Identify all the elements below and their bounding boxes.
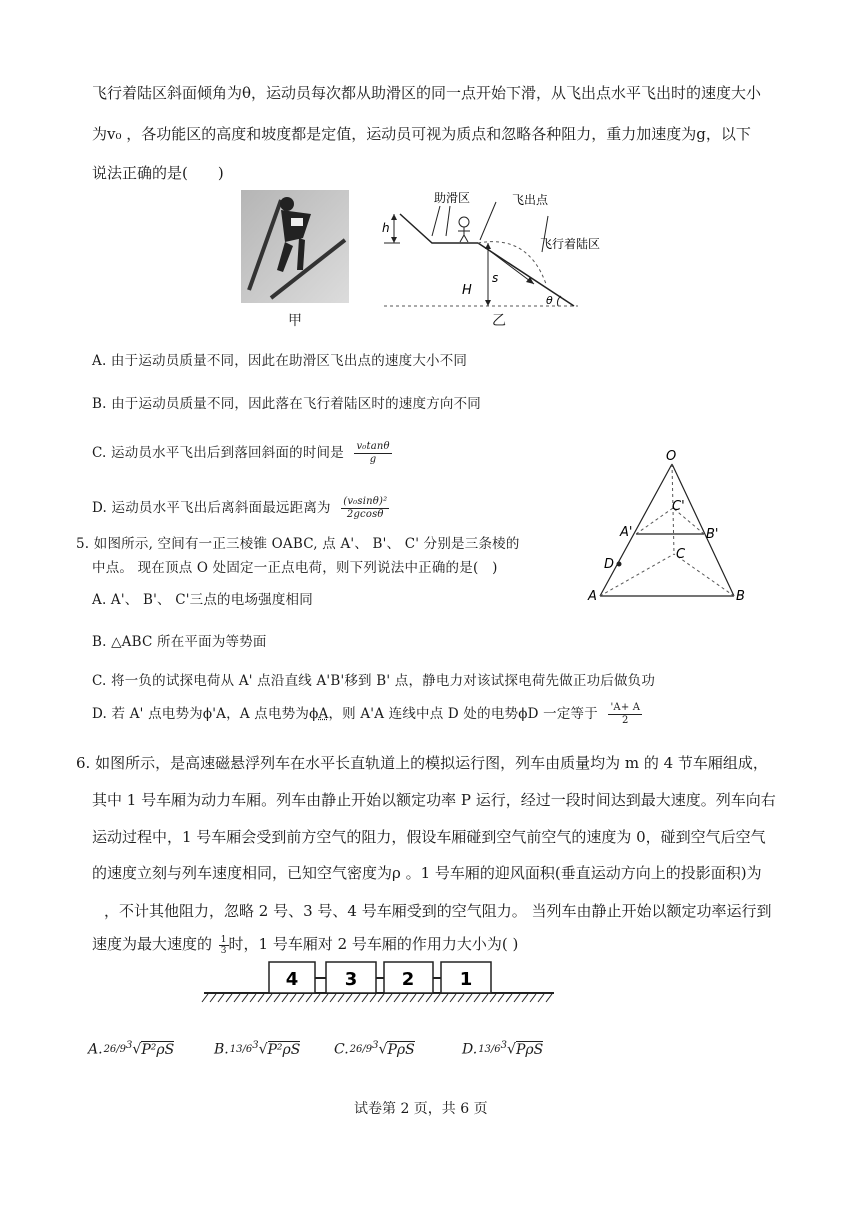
ski-jump-diagram (378, 186, 638, 316)
ground-hatch-line (434, 994, 440, 1002)
ground-hatch-line (354, 994, 360, 1002)
ground-hatch-line (330, 994, 336, 1002)
label-theta: θ (546, 294, 553, 307)
label-zhuhua: 助滑区 (434, 191, 471, 205)
q4-option-a: A. 由于运动员质量不同，因此在助滑区飞出点的速度大小不同 (92, 353, 468, 369)
fig-yi-caption: 乙 (492, 313, 506, 329)
q6-answer-a-radicand: P²ρS (141, 1041, 175, 1058)
ground-hatch-line (298, 994, 304, 1002)
ground-hatch-line (482, 994, 488, 1002)
pyramid-label-o: O (666, 449, 677, 464)
ground-hatch-line (202, 994, 208, 1002)
q6-answer-c: $C.26/9^3√P\rho S$ (334, 1040, 415, 1058)
q6-line4: 的速度立刻与列车速度相同，已知空气密度为ρ 。1 号车厢的迎风面积(垂直运动方向上的投影面积)为 (92, 864, 762, 882)
q6-line6-frac-num: 1 (220, 934, 227, 945)
ground-hatch-line (250, 994, 256, 1002)
ground-hatch-line (498, 994, 504, 1002)
q6-answer-c-letter: C. (334, 1041, 349, 1058)
q4-option-c (92, 441, 392, 466)
q4-line2: 为v₀ ，各功能区的高度和坡度都是定值，运动员可视为质点和忽略各种阻力，重力加速度为g，以下 (92, 125, 751, 143)
ground-hatch-line (338, 994, 344, 1002)
pyramid-label-c-prime: C' (672, 499, 685, 514)
ground-hatch-line (378, 994, 384, 1002)
q6-answer-b: $B.13/6^3√P^2\rho S$ (214, 1040, 301, 1058)
ground-hatch-line (442, 994, 448, 1002)
q4-line3: 说法正确的是( ) (92, 164, 224, 182)
q6-line3: 运动过程中，1 号车厢会受到前方空气的阻力，假设车厢碰到空气前空气的速度为 0，碰到空气后空气 (92, 828, 766, 846)
ground-hatch-line (490, 994, 496, 1002)
q5-line2: 中点。 现在顶点 O 处固定一正点电荷，则下列说法中正确的是( ) (92, 560, 498, 576)
q5-option-d (92, 702, 642, 727)
label-H: H (462, 283, 472, 298)
q6-answer-d-coef: 13/6 (478, 1043, 501, 1055)
ground-hatch-line (346, 994, 352, 1002)
car-3-label: 3 (344, 969, 358, 990)
q6-answer-a-coef: 26/9 (103, 1043, 127, 1055)
page-footer: 试卷第 2 页，共 6 页 (354, 1101, 488, 1117)
q4-option-c-text: C. 运动员水平飞出后到落回斜面的时间是 (92, 445, 344, 461)
ground-hatch-line (314, 994, 320, 1002)
car-2-label: 2 (401, 969, 415, 990)
ground-hatch-line (466, 994, 472, 1002)
ground-hatch-line (426, 994, 432, 1002)
ground-hatch-line (362, 994, 368, 1002)
car-4-label: 4 (285, 969, 299, 990)
q5-option-c: C. 将一负的试探电荷从 A' 点沿直线 A'B'移到 B' 点，静电力对该试探电荷先做正功后做负功 (92, 673, 656, 689)
ground-hatch-line (514, 994, 520, 1002)
q4-option-d-num: (v₀sinθ)² (343, 496, 388, 507)
q6-line6-pre: 速度为最大速度的 (92, 935, 213, 953)
q5-option-d-den: 2 (622, 715, 629, 726)
ground-hatch-line (410, 994, 416, 1002)
pyramid-label-a: A (588, 589, 597, 604)
ground-hatch-line (522, 994, 528, 1002)
pyramid-label-a-prime: A' (620, 525, 633, 540)
q4-option-b: B. 由于运动员质量不同，因此落在飞行着陆区时的速度方向不同 (92, 396, 482, 412)
label-h: h (382, 221, 390, 235)
label-feichu: 飞出点 (512, 193, 549, 207)
pyramid-diagram (584, 446, 764, 606)
ground-hatch-line (402, 994, 408, 1002)
q5-option-d-post: ，则 A'A 连线中点 D 处的电势ϕD 一定等于 (328, 706, 598, 722)
q5-option-d-dot: A (318, 706, 329, 722)
q6-answer-b-radicand: P²ρS (267, 1041, 301, 1058)
ground-hatch-line (450, 994, 456, 1002)
q6-line2: 其中 1 号车厢为动力车厢。列车由静止开始以额定功率 P 运行，经过一段时间达到最大速度。列车向右 (92, 791, 776, 809)
label-s: s (492, 271, 499, 285)
q6-line1: 6. 如图所示，是高速磁悬浮列车在水平长直轨道上的模拟运行图，列车由质量均为 m 的 4 节车厢组成， (76, 754, 768, 772)
ski-jump-photo (241, 190, 349, 303)
q6-line6 (92, 933, 518, 956)
ground-hatch-line (394, 994, 400, 1002)
q4-option-d-fraction (341, 496, 389, 521)
ground-hatch-line (210, 994, 216, 1002)
ground-hatch-line (506, 994, 512, 1002)
q5-option-d-fraction (608, 702, 642, 727)
pyramid-label-b-prime: B' (706, 527, 719, 542)
q4-option-c-fraction (354, 441, 391, 466)
q6-answer-b-letter: B. (214, 1041, 229, 1058)
q5-option-b: B. △ABC 所在平面为等势面 (92, 634, 267, 650)
ground-hatch-line (418, 994, 424, 1002)
q6-answer-b-coef: 13/6 (229, 1043, 253, 1055)
ground-hatch-line (266, 994, 272, 1002)
q6-line5: ，不计其他阻力，忽略 2 号、3 号、4 号车厢受到的空气阻力。 当列车由静止开始以额定功率运行到 (104, 902, 772, 920)
q5-option-d-pre: D. 若 A' 点电势为ϕ'A，A 点电势为ϕ (92, 706, 319, 722)
ground-hatch-line (258, 994, 264, 1002)
pyramid-label-d: D (604, 557, 615, 572)
q6-answer-d-radicand: PρS (515, 1041, 544, 1058)
ground-hatch-line (530, 994, 536, 1002)
q6-answer-a: $A.26/9^3√P^2\rho S$ (88, 1040, 175, 1058)
q6-line6-post: 时，1 号车厢对 2 号车厢的作用力大小为( ) (228, 935, 519, 953)
ground-hatch-line (242, 994, 248, 1002)
ground-hatch-line (322, 994, 328, 1002)
q6-line6-fraction (219, 935, 229, 956)
pyramid-label-c: C (676, 547, 686, 562)
car-1-label: 1 (459, 969, 473, 990)
ground-hatch-line (282, 994, 288, 1002)
fig-jia-caption: 甲 (288, 313, 302, 329)
ground-hatch-line (218, 994, 224, 1002)
ground-hatch-line (386, 994, 392, 1002)
q4-option-c-den: g (369, 454, 377, 465)
q6-line6-frac-den: 3 (220, 945, 227, 956)
ground-hatch-line (274, 994, 280, 1002)
q6-answer-a-letter: A. (88, 1041, 103, 1058)
q4-line1: 飞行着陆区斜面倾角为θ，运动员每次都从助滑区的同一点开始下滑，从飞出点水平飞出时的速度大小 (92, 84, 762, 102)
q6-answer-d: $D.13/6^3√P\rho S$ (462, 1040, 544, 1058)
q4-option-c-num: v₀tanθ (356, 441, 390, 452)
q5-option-a: A. A'、 B'、 C'三点的电场强度相同 (92, 592, 313, 608)
q5-line1: 5. 如图所示, 空间有一正三棱锥 OABC, 点 A'、 B'、 C' 分别是三条棱的 (76, 536, 520, 552)
q4-option-d-text: D. 运动员水平飞出后离斜面最远距离为 (92, 500, 331, 516)
q4-option-d (92, 496, 389, 521)
ground-hatch-line (306, 994, 312, 1002)
ground-hatch-line (546, 994, 552, 1002)
ground-hatch-line (458, 994, 464, 1002)
q6-answer-d-letter: D. (462, 1041, 478, 1058)
ground-hatch-line (538, 994, 544, 1002)
ground-hatch-line (226, 994, 232, 1002)
q4-option-d-den: 2gcosθ (346, 509, 384, 520)
q5-option-d-num: 'A+ A (610, 702, 641, 713)
ground-hatch-line (234, 994, 240, 1002)
train-diagram (200, 956, 560, 1006)
pyramid-label-b: B (736, 589, 745, 604)
ground-hatch-line (290, 994, 296, 1002)
label-zhuolu: 飞行着陆区 (540, 237, 601, 251)
ground-hatch-line (370, 994, 376, 1002)
q6-answer-c-coef: 26/9 (349, 1043, 373, 1055)
q6-answer-c-radicand: PρS (387, 1041, 415, 1058)
ground-hatch-line (474, 994, 480, 1002)
